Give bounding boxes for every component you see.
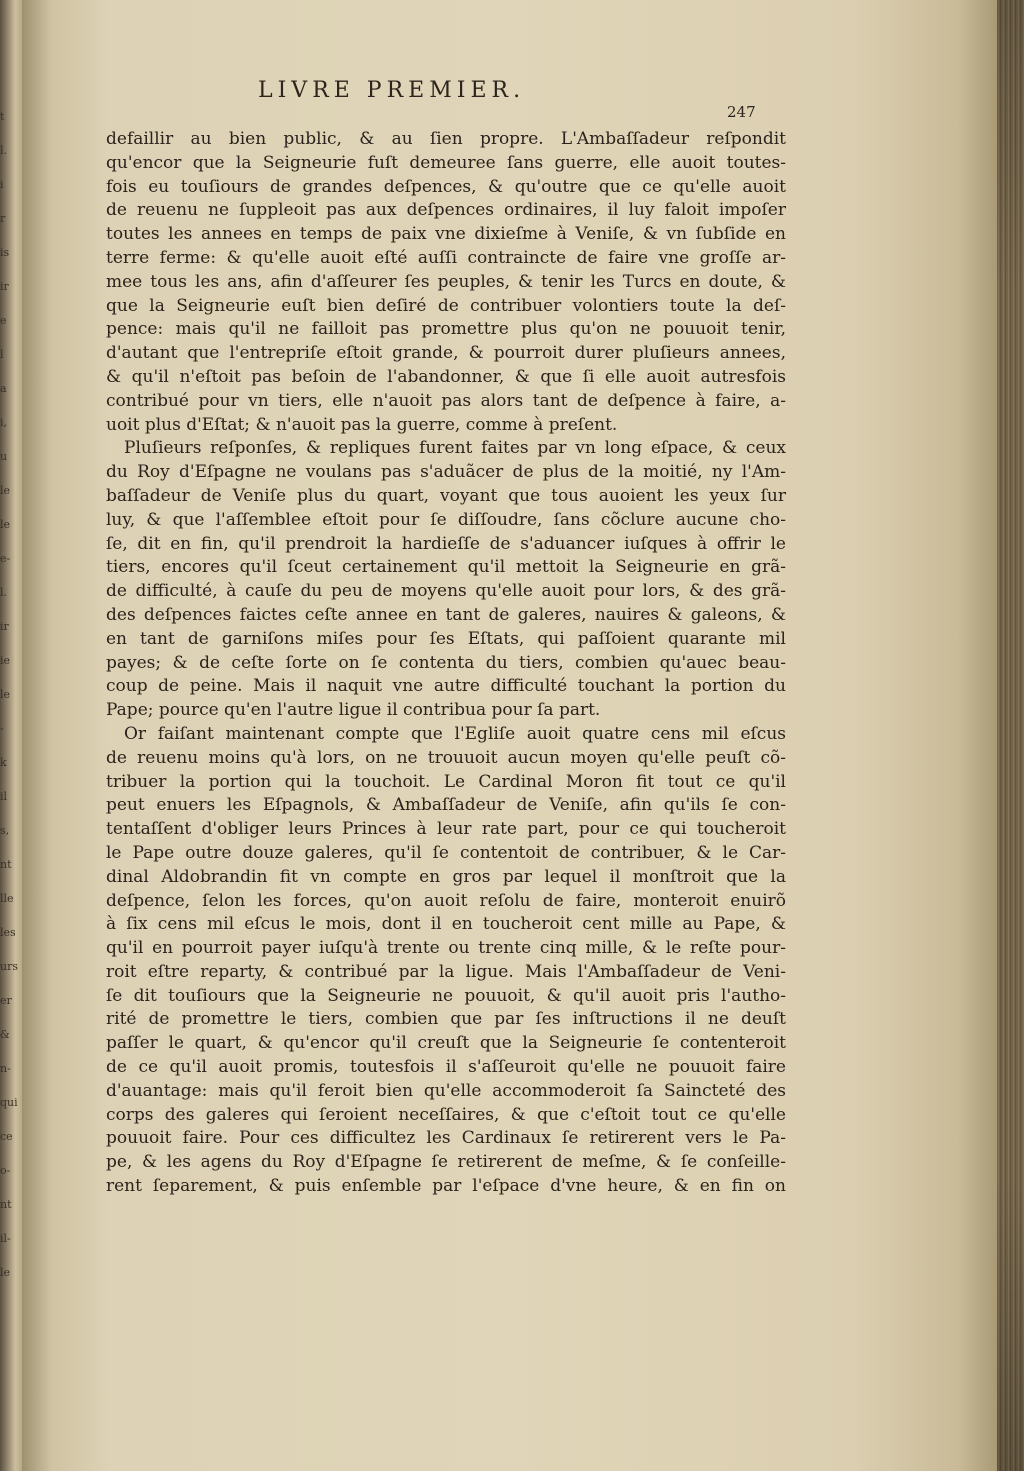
text-line: defaillir au bien public, & au ſien propre. L'Ambaſſadeur reſpondit [106, 129, 786, 149]
text-line: Or faiſant maintenant compte que l'Egliſe auoit quatre cens mil eſcus [124, 723, 786, 744]
text-line: roit eſtre reparty, & contribué par la ligue. Mais l'Ambaſſadeur de Veni- [106, 961, 786, 982]
facing-page-fragment: les [0, 926, 16, 939]
text-line: tentaſſent d'obliger leurs Princes à leur rate part, pour ce qui toucheroit [106, 819, 786, 840]
facing-page-fragment: ir [0, 620, 9, 633]
book-page [22, 0, 997, 1471]
facing-page-fragment: qui [0, 1096, 18, 1109]
facing-page-fragment: le [0, 484, 11, 497]
text-line: uoit plus d'Eſtat; & n'auoit pas la guerre, comme à preſent. [106, 414, 618, 435]
text-line: à ſix cens mil eſcus le mois, dont il en toucheroit cent mille au Pape, & [106, 914, 786, 935]
facing-page-edge [0, 0, 22, 1471]
text-line: payes; & de ceſte ſorte on ſe contenta du tiers, combien qu'auec beau- [106, 652, 786, 673]
text-line: terre ferme: & qu'elle auoit eſté auſſi contraincte de faire vne groſſe ar- [106, 247, 786, 268]
text-line: tiers, encores qu'il ſceut certainement qu'il mettoit la Seigneurie en grã- [106, 557, 786, 578]
text-line: que la Seigneurie euſt bien deſiré de contribuer volontiers toute la deſ- [106, 295, 786, 316]
text-line: en tant de garniſons miſes pour ſes Eſtats, qui paſſoient quarante mil [106, 628, 786, 649]
text-line: pouuoit faire. Pour ces difficultez les Cardinaux ſe retirerent vers le Pa- [106, 1128, 786, 1149]
text-line: ſe dit touſiours que la Seigneurie ne pouuoit, & qu'il auoit pris l'autho- [106, 985, 786, 1006]
text-line: toutes les annees en temps de paix vne dixieſme à Veniſe, & vn ſubſide en [106, 224, 786, 245]
facing-page-fragment: i [0, 178, 4, 191]
facing-page-fragment: u [0, 450, 8, 463]
text-line: fois eu touſiours de grandes deſpences, & qu'outre que ce qu'elle auoit [106, 176, 786, 197]
facing-page-fragment: le [0, 518, 11, 531]
text-line: qu'il en pourroit payer iuſqu'à trente ou trente cinq mille, & le reſte pour- [106, 938, 786, 959]
text-line: coup de peine. Mais il naquit vne autre difficulté touchant la portion du [106, 676, 786, 697]
facing-page-fragment: ce [0, 1130, 13, 1143]
text-line: deſpence, ſelon les forces, qu'on auoit reſolu de faire, monteroit enuirõ [106, 890, 786, 911]
facing-page-fragment: ie [0, 654, 11, 667]
facing-page-fragment: t [0, 110, 5, 123]
text-line: du Roy d'Eſpagne ne voulans pas s'aduãcer de plus de la moitié, ny l'Am- [106, 462, 786, 483]
facing-page-fragment: nt [0, 1198, 12, 1211]
text-line: contribué pour vn tiers, elle n'auoit pas alors tant de deſpence à faire, a- [106, 390, 786, 411]
text-line: le Pape outre douze galeres, qu'il ſe contentoit de contribuer, & le Car- [106, 842, 786, 863]
facing-page-fragment: l [0, 348, 4, 361]
text-line: pence: mais qu'il ne failloit pas promettre plus qu'on ne pouuoit tenir, [106, 319, 786, 340]
text-line: luy, & que l'aſſemblee eſtoit pour ſe diſſoudre, ſans cõclure aucune cho- [106, 509, 786, 530]
facing-page-fragment: le [0, 1266, 11, 1279]
text-line: dinal Aldobrandin fit vn compte en gros par lequel il monſtroit que la [106, 866, 786, 887]
facing-page-fragment: e- [0, 552, 11, 565]
text-line: Pape; pource qu'en l'autre ligue il contribua pour ſa part. [106, 700, 601, 721]
text-line: de ce qu'il auoit promis, toutesfois il s'aſſeuroit qu'elle ne pouuoit faire [106, 1057, 786, 1078]
facing-page-fragment: - [0, 722, 4, 735]
facing-page-fragment: i, [0, 416, 8, 429]
text-line: baſſadeur de Veniſe plus du quart, voyant que tous auoient les yeux ſur [106, 485, 786, 506]
facing-page-fragment: le [0, 688, 11, 701]
text-line: ſe, dit en fin, qu'il prendroit la hardieſſe de s'aduancer iuſques à offrir le [106, 533, 786, 554]
text-line: de reuenu moins qu'à lors, on ne trouuoit aucun moyen qu'elle peuſt cõ- [106, 747, 786, 768]
facing-page-fragment: urs [0, 960, 18, 973]
facing-page-text-fragments [0, 100, 22, 1290]
facing-page-fragment: ir [0, 280, 9, 293]
text-line: rité de promettre le tiers, combien que par ſes inſtructions il ne deuſt [106, 1009, 786, 1030]
facing-page-fragment: lle [0, 892, 14, 905]
text-line: de difficulté, à cauſe du peu de moyens qu'elle auoit pour lors, & des grã- [106, 581, 786, 602]
facing-page-fragment: a [0, 382, 7, 395]
facing-page-fragment: is [0, 246, 10, 259]
text-line: des deſpences faictes ceſte annee en tant de galeres, nauires & galeons, & [106, 604, 786, 625]
text-line: peut enuers les Eſpagnols, & Ambaſſadeur de Veniſe, afin qu'ils ſe con- [106, 795, 786, 816]
facing-page-fragment: o- [0, 1164, 11, 1177]
body-text [106, 128, 786, 1199]
running-title: LIVRE PREMIER. [258, 78, 526, 103]
text-line: corps des galeres qui ſeroient neceſſaires, & que c'eſtoit tout ce qu'elle [106, 1104, 786, 1125]
page-number: 247 [727, 103, 756, 121]
facing-page-fragment: & [0, 1028, 10, 1041]
facing-page-fragment: il- [0, 1232, 11, 1245]
facing-page-fragment: er [0, 994, 12, 1007]
text-line: de reuenu ne ſuppleoit pas aux deſpences ordinaires, il luy faloit impoſer [106, 200, 786, 221]
facing-page-fragment: n- [0, 1062, 11, 1075]
facing-page-fragment: k [0, 756, 7, 769]
facing-page-fragment: nt [0, 858, 12, 871]
facing-page-fragment: r [0, 212, 6, 225]
text-line: d'autant que l'entrepriſe eſtoit grande, & pourroit durer pluſieurs annees, [106, 343, 786, 364]
text-line: d'auantage: mais qu'il feroit bien qu'elle accommoderoit ſa Saincteté des [106, 1080, 786, 1101]
text-line: mee tous les ans, afin d'aſſeurer ſes peuples, & tenir les Turcs en doute, & [106, 271, 786, 292]
facing-page-fragment: l. [0, 586, 8, 599]
facing-page-fragment: s, [0, 824, 10, 837]
book-fore-edge [997, 0, 1024, 1471]
text-line: qu'encor que la Seigneurie fuſt demeuree ſans guerre, elle auoit toutes- [106, 152, 786, 173]
text-line: rent ſeparement, & puis enſemble par l'eſpace d'vne heure, & en fin on [106, 1176, 786, 1197]
text-line: tribuer la portion qui la touchoit. Le Cardinal Moron fit tout ce qu'il [106, 771, 786, 792]
text-line: paſſer le quart, & qu'encor qu'il creuſt que la Seigneurie ſe contenteroit [106, 1033, 786, 1054]
facing-page-fragment: e [0, 314, 7, 327]
text-line: Pluſieurs reſponſes, & repliques furent faites par vn long eſpace, & ceux [124, 438, 786, 459]
facing-page-fragment: il [0, 790, 8, 803]
text-line: & qu'il n'eſtoit pas beſoin de l'abandonner, & que ſi elle auoit autresfois [106, 366, 786, 387]
text-line: pe, & les agens du Roy d'Eſpagne ſe retirerent de meſme, & ſe conſeille- [106, 1152, 786, 1173]
facing-page-fragment: l. [0, 144, 8, 157]
